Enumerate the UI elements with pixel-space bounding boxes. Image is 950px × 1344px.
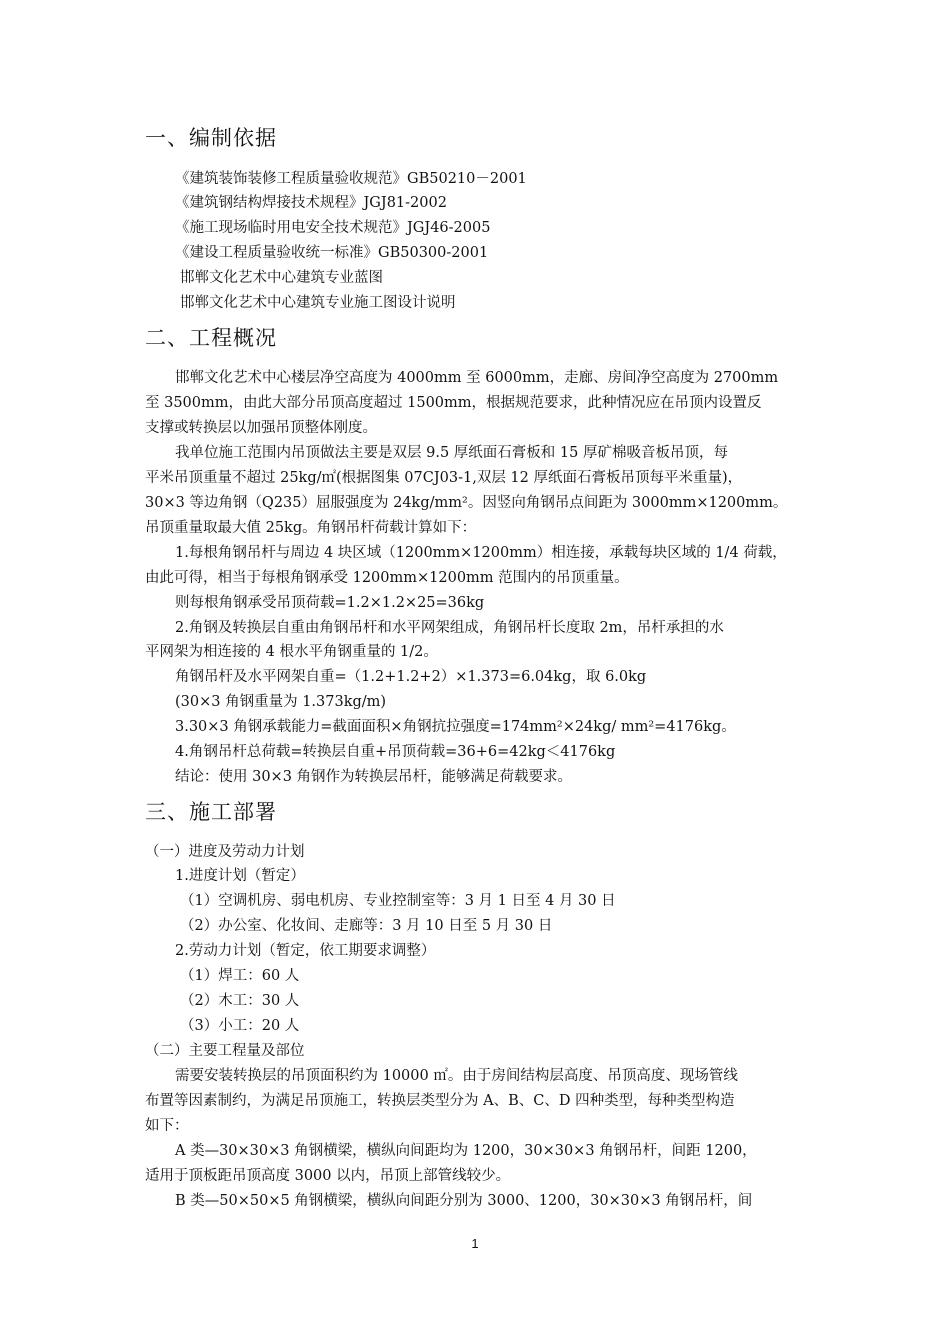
paragraph-line: 2.劳动力计划（暂定，依工期要求调整） xyxy=(175,943,436,959)
paragraph-line: A 类—30×30×3 角钢横梁，横纵向间距均为 1200，30×30×3 角钢吊杆，间距 1200， xyxy=(175,1143,757,1159)
paragraph-line: 2.角钢及转换层自重由角钢吊杆和水平网架组成，角钢吊杆长度取 2m，吊杆承担的水 xyxy=(175,620,724,636)
paragraph-line: 4.角钢吊杆总荷载=转换层自重+吊顶荷载=36+6=42kg＜4176kg xyxy=(175,744,616,760)
paragraph-line: 则每根角钢承受吊顶荷载=1.2×1.2×25=36kg xyxy=(175,595,485,611)
subheading: （一）进度及劳动力计划 xyxy=(145,844,305,860)
paragraph-line: （1）焊工：60 人 xyxy=(180,968,300,984)
section-heading-3: 三、施工部署 xyxy=(145,800,277,824)
paragraph-line: 角钢吊杆及水平网架自重=（1.2+1.2+2）×1.373=6.04kg，取 6.0kg xyxy=(175,669,647,685)
paragraph-line: 3.30×3 角钢承载能力=截面面积×角钢抗拉强度=174mm²×24kg/ mm²=4176kg。 xyxy=(175,719,736,735)
subheading: （二）主要工程量及部位 xyxy=(145,1043,305,1059)
paragraph-line: （2）办公室、化妆间、走廊等：3 月 10 日至 5 月 30 日 xyxy=(180,918,553,934)
paragraph-line: 1.进度计划（暂定） xyxy=(175,868,305,884)
paragraph-line: (30×3 角钢重量为 1.373kg/m) xyxy=(175,694,387,710)
page-number: 1 xyxy=(471,1236,479,1251)
reference-item: 《施工现场临时用电安全技术规范》JGJ46-2005 xyxy=(175,220,491,236)
paragraph-line: 平网架为相连接的 4 根水平角钢重量的 1/2。 xyxy=(145,644,438,660)
paragraph-line: 30×3 等边角钢（Q235）屈服强度为 24kg/mm²。因竖向角钢吊点间距为 3000mm×1200mm。 xyxy=(145,495,788,511)
paragraph-line: 需要安装转换层的吊顶面积约为 10000 ㎡。由于房间结构层高度、吊顶高度、现场管线 xyxy=(175,1068,738,1084)
paragraph-line: 结论：使用 30×3 角钢作为转换层吊杆，能够满足荷载要求。 xyxy=(175,769,573,785)
section-heading-1: 一、编制依据 xyxy=(145,126,277,150)
reference-item: 《建筑装饰装修工程质量验收规范》GB50210－2001 xyxy=(175,171,527,187)
reference-item: 邯郸文化艺术中心建筑专业施工图设计说明 xyxy=(180,295,456,311)
reference-item: 《建设工程质量验收统一标准》GB50300-2001 xyxy=(175,245,489,261)
paragraph-line: 布置等因素制约，为满足吊顶施工，转换层类型分为 A、B、C、D 四种类型，每种类型构造 xyxy=(145,1093,735,1109)
section-heading-2: 二、工程概况 xyxy=(145,326,277,350)
paragraph-line: 我单位施工范围内吊顶做法主要是双层 9.5 厚纸面石膏板和 15 厚矿棉吸音板吊顶，每 xyxy=(175,445,728,461)
paragraph-line: （3）小工：20 人 xyxy=(180,1018,300,1034)
paragraph-line: （2）木工：30 人 xyxy=(180,993,300,1009)
paragraph-line: 至 3500mm，由此大部分吊顶高度超过 1500mm，根据规范要求，此种情况应在吊顶内设置反 xyxy=(145,395,762,411)
paragraph-line: 1.每根角钢吊杆与周边 4 块区域（1200mm×1200mm）相连接，承载每块区域的 1/4 荷载， xyxy=(175,545,787,561)
reference-item: 《建筑钢结构焊接技术规程》JGJ81-2002 xyxy=(175,195,447,211)
paragraph-line: 适用于顶板距吊顶高度 3000 以内，吊顶上部管线较少。 xyxy=(145,1168,511,1184)
paragraph-line: 如下： xyxy=(145,1118,189,1134)
paragraph-line: B 类—50×50×5 角钢横梁，横纵向间距分别为 3000、1200，30×30×3 角钢吊杆，间 xyxy=(175,1193,753,1209)
paragraph-line: 吊顶重量取最大值 25kg。角钢吊杆荷载计算如下： xyxy=(145,520,477,536)
paragraph-line: 由此可得，相当于每根角钢承受 1200mm×1200mm 范围内的吊顶重量。 xyxy=(145,570,629,586)
paragraph-line: 邯郸文化艺术中心楼层净空高度为 4000mm 至 6000mm，走廊、房间净空高度为 2700mm xyxy=(175,370,779,386)
paragraph-line: 平米吊顶重量不超过 25kg/㎡(根据图集 07CJ03-1,双层 12 厚纸面石膏板吊顶每平米重量)， xyxy=(145,470,743,486)
paragraph-line: （1）空调机房、弱电机房、专业控制室等：3 月 1 日至 4 月 30 日 xyxy=(180,893,616,909)
reference-item: 邯郸文化艺术中心建筑专业蓝图 xyxy=(180,270,383,286)
paragraph-line: 支撑或转换层以加强吊顶整体刚度。 xyxy=(145,420,377,436)
